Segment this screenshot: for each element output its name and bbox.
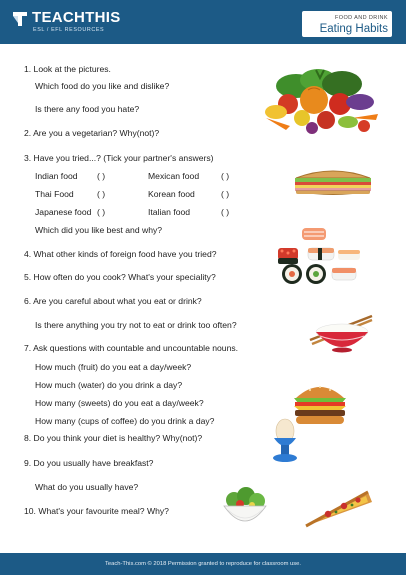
question-9: 9. Do you usually have breakfast? [24,458,154,468]
food-option-japanese: Japanese food [35,207,92,217]
pizza-slice-icon [302,488,374,530]
question-8: 8. Do you think your diet is healthy? Why(not)? [24,433,203,443]
question-9-prompt: What do you usually have? [35,482,139,492]
tick-box[interactable]: ( ) [221,207,230,217]
footer-bar [0,553,406,575]
food-option-thai: Thai Food [35,189,74,199]
question-6: 6. Are you careful about what you eat or drink? [24,296,202,306]
question-1: 1. Look at the pictures. [24,64,111,74]
tick-box[interactable]: ( ) [221,189,230,199]
question-7: 7. Ask questions with countable and uncountable nouns. [24,343,239,353]
logo-mark-icon [12,11,28,27]
question-3-prompt: Which did you like best and why? [35,225,163,235]
question-7-prompt-b: How much (water) do you drink a day? [35,380,183,390]
food-option-korean: Korean food [148,189,195,199]
tick-box[interactable]: ( ) [97,171,106,181]
boiled-egg-icon [268,418,302,466]
question-1-prompt-b: Is there any food you hate? [35,104,140,114]
tick-box[interactable]: ( ) [97,189,106,199]
tick-box[interactable]: ( ) [97,207,106,217]
food-option-mexican: Mexican food [148,171,200,181]
question-2: 2. Are you a vegetarian? Why(not)? [24,128,160,138]
title-box [302,11,392,37]
question-6-prompt: Is there anything you try not to eat or drink too often? [35,320,237,330]
logo-subtitle: ESL / EFL RESOURCES [33,27,105,33]
copyright-text: Teach-This.com © 2018 Permission granted to reproduce for classroom use. [105,561,301,567]
worksheet-title: Eating Habits [319,23,388,35]
sandwich-icon [292,166,374,198]
question-10: 10. What's your favourite meal? Why? [24,506,169,516]
food-option-indian: Indian food [35,171,78,181]
question-1-prompt-a: Which food do you like and dislike? [35,81,170,91]
sushi-icon [272,226,364,286]
worksheet-category: FOOD AND DRINK [335,15,388,21]
logo [12,9,132,37]
question-7-prompt-c: How many (sweets) do you eat a day/week? [35,398,204,408]
question-5: 5. How often do you cook? What's your speciality? [24,272,216,282]
logo-text: TEACHTHIS [32,9,121,26]
vegetables-icon [256,66,386,138]
question-7-prompt-d: How many (cups of coffee) do you drink a day? [35,416,215,426]
question-4: 4. What other kinds of foreign food have you tried? [24,249,217,259]
salad-icon [222,486,268,530]
header-bar [0,0,406,44]
rice-bowl-icon [306,314,376,354]
food-option-italian: Italian food [148,207,191,217]
question-7-prompt-a: How much (fruit) do you eat a day/week? [35,362,192,372]
question-3: 3. Have you tried...? (Tick your partner's answers) [24,153,214,163]
tick-box[interactable]: ( ) [221,171,230,181]
